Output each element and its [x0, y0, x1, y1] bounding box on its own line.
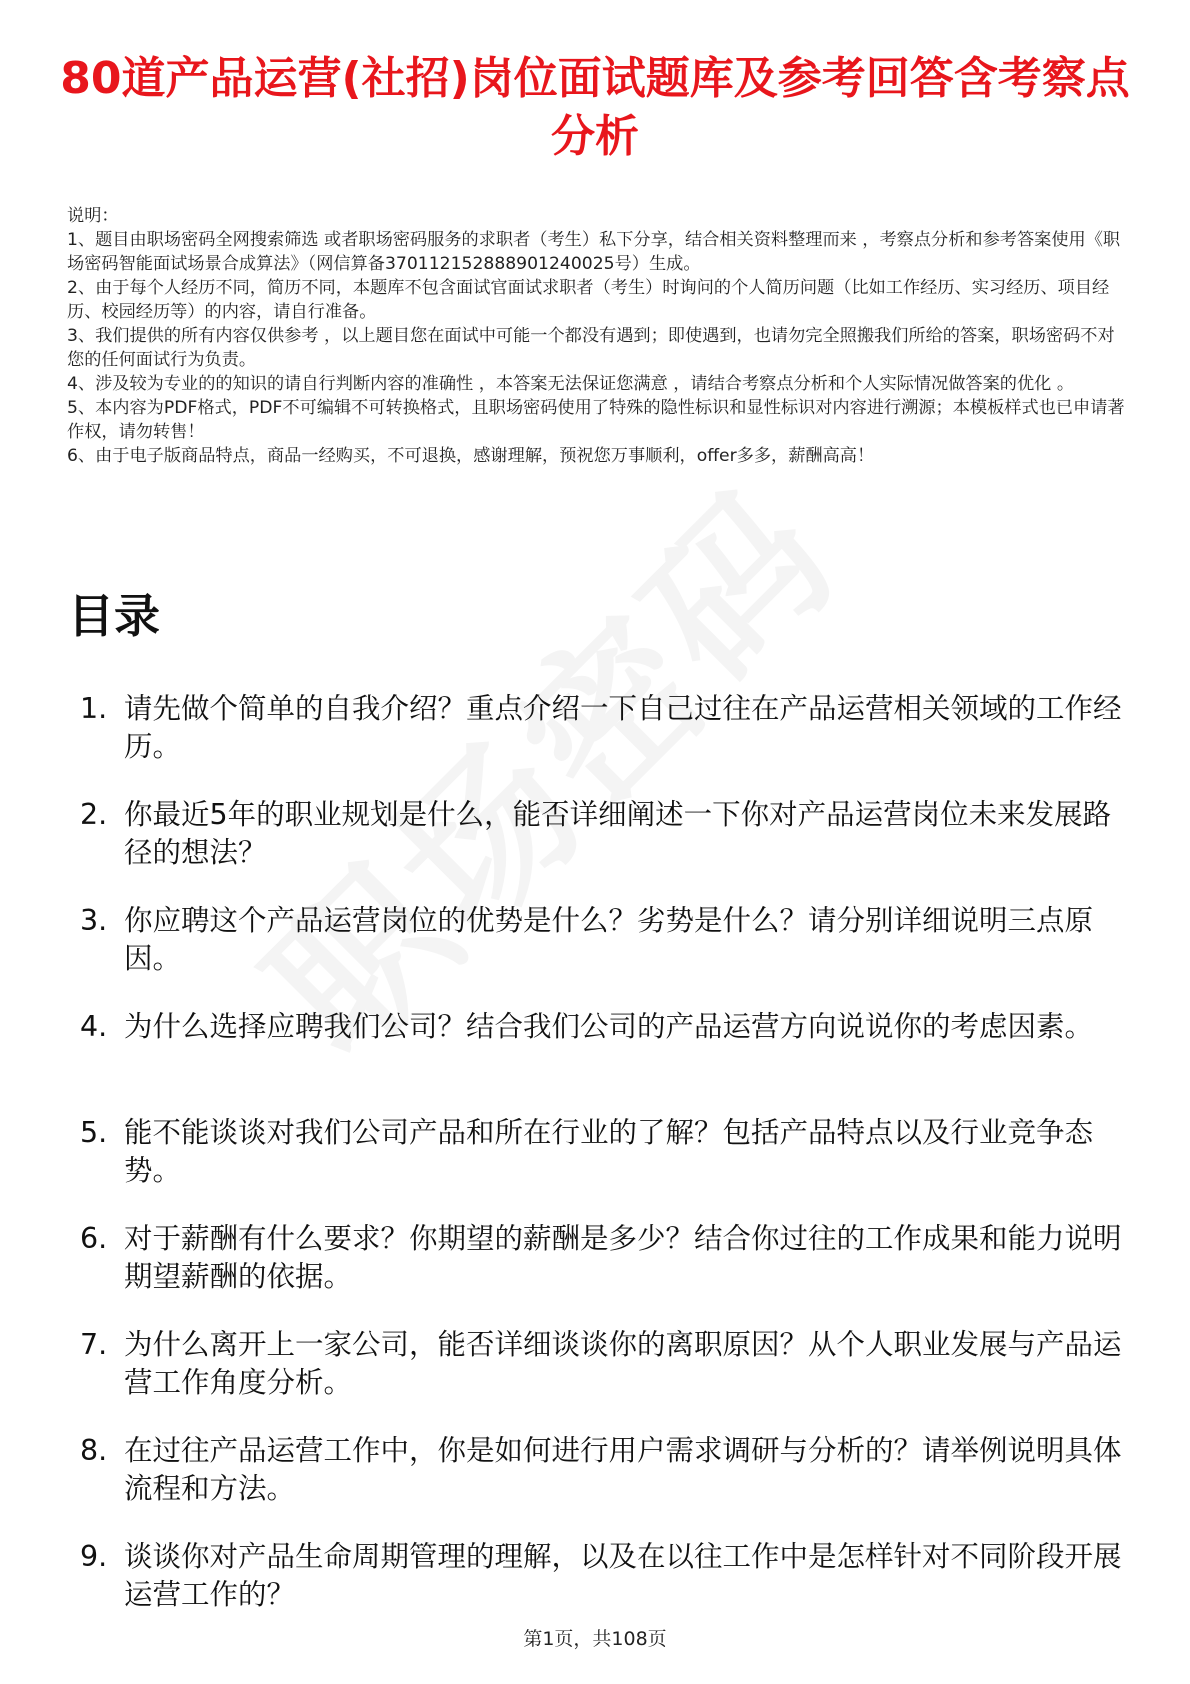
note-item-6: 6、由于电子版商品特点，商品一经购买，不可退换，感谢理解，预祝您万事顺利，offer多多，薪酬高高！: [67, 446, 875, 466]
toc-number: 9.: [80, 1540, 108, 1573]
notes-heading: 说明：: [67, 206, 119, 226]
toc-text: 请先做个简单的自我介绍？重点介绍一下自己过往在产品运营相关领域的工作经历。: [124, 692, 1122, 763]
toc-number: 2.: [80, 798, 108, 831]
toc-list: [68, 690, 1130, 1644]
note-item-1: 1、题目由职场密码全网搜索筛选 或者职场密码服务的求职者（考生）私下分享，结合相关资料整理而来 ，考察点分析和参考答案使用《职场密码智能面试场景合成算法》（网信算备370112152888901240025号）生成。: [67, 230, 1121, 274]
toc-number: 6.: [80, 1222, 108, 1255]
toc-text: 在过往产品运营工作中，你是如何进行用户需求调研与分析的？请举例说明具体流程和方法。: [124, 1434, 1122, 1505]
note-item-2: 2、由于每个人经历不同，简历不同，本题库不包含面试官面试求职者（考生）时询问的个人简历问题（比如工作经历、实习经历、项目经历、校园经历等）的内容，请自行准备。: [67, 278, 1110, 322]
toc-text: 你最近5年的职业规划是什么，能否详细阐述一下你对产品运营岗位未来发展路径的想法？: [124, 798, 1112, 869]
notes-section: [67, 204, 1127, 468]
toc-item-6[interactable]: [68, 1220, 1130, 1326]
toc-item-5[interactable]: [68, 1114, 1130, 1220]
toc-item-7[interactable]: [68, 1326, 1130, 1432]
toc-item-1[interactable]: [68, 690, 1130, 796]
toc-text: 对于薪酬有什么要求？你期望的薪酬是多少？结合你过往的工作成果和能力说明期望薪酬的依据。: [124, 1222, 1122, 1293]
toc-number: 5.: [80, 1116, 108, 1149]
toc-text: 能不能谈谈对我们公司产品和所在行业的了解？包括产品特点以及行业竞争态势。: [124, 1116, 1094, 1187]
toc-item-4[interactable]: [68, 1008, 1130, 1114]
toc-item-2[interactable]: [68, 796, 1130, 902]
note-item-4: 4、涉及较为专业的的知识的请自行判断内容的准确性 ，本答案无法保证您满意 ，请结合考察点分析和个人实际情况做答案的优化 。: [67, 374, 1075, 394]
note-item-3: 3、我们提供的所有内容仅供参考 ，以上题目您在面试中可能一个都没有遇到；即使遇到，也请勿完全照搬我们所给的答案，职场密码不对您的任何面试行为负责。: [67, 326, 1115, 370]
toc-number: 3.: [80, 904, 108, 937]
page-footer: 第1页，共108页: [523, 1628, 667, 1650]
toc-text: 你应聘这个产品运营岗位的优势是什么？劣势是什么？请分别详细说明三点原因。: [124, 904, 1094, 975]
toc-text: 为什么选择应聘我们公司？结合我们公司的产品运营方向说说你的考虑因素。: [124, 1010, 1094, 1043]
toc-number: 1.: [80, 692, 108, 725]
toc-text: 谈谈你对产品生命周期管理的理解，以及在以往工作中是怎样针对不同阶段开展运营工作的？: [124, 1540, 1122, 1611]
toc-text: 为什么离开上一家公司，能否详细谈谈你的离职原因？从个人职业发展与产品运营工作角度分析。: [124, 1328, 1122, 1399]
toc-item-3[interactable]: [68, 902, 1130, 1008]
toc-item-8[interactable]: [68, 1432, 1130, 1538]
toc-number: 7.: [80, 1328, 108, 1361]
document-title: 80道产品运营(社招)岗位面试题库及参考回答含考察点分析: [60, 53, 1130, 162]
toc-number: 4.: [80, 1010, 108, 1043]
toc-heading: 目录: [68, 589, 160, 643]
toc-number: 8.: [80, 1434, 108, 1467]
note-item-5: 5、本内容为PDF格式，PDF不可编辑不可转换格式，且职场密码使用了特殊的隐性标识和显性标识对内容进行溯源；本模板样式也已申请著作权，请勿转售！: [67, 398, 1125, 442]
